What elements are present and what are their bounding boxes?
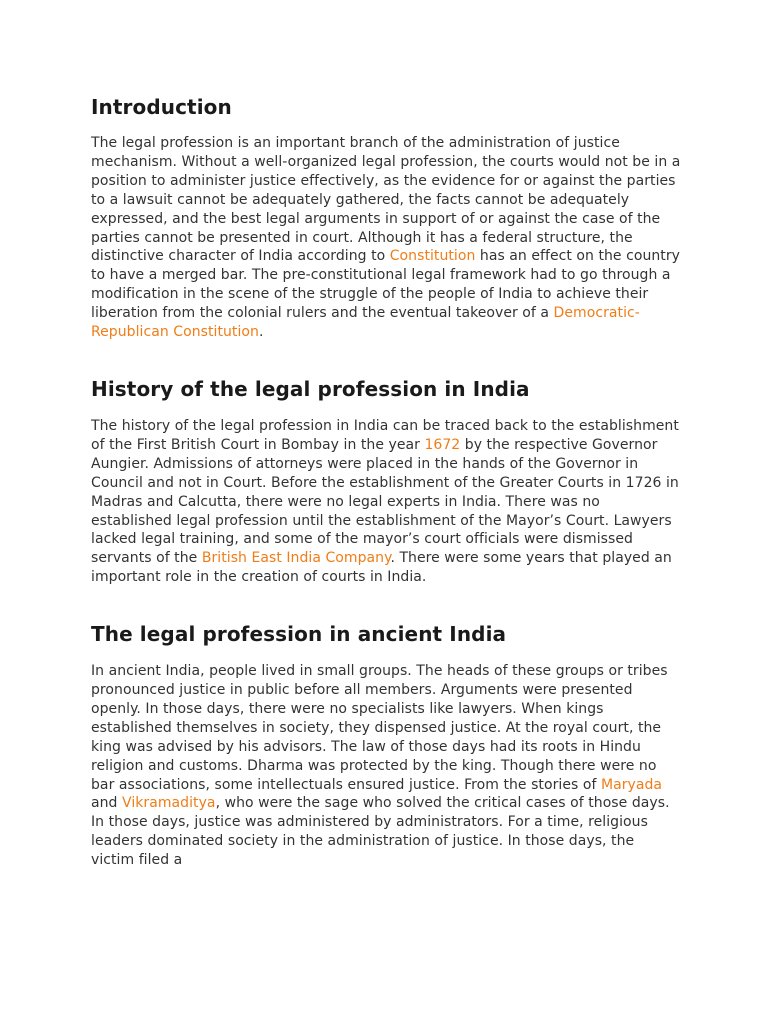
link-british-east-india-company[interactable]: British East India Company xyxy=(201,550,391,567)
section-title-ancient-india: The legal profession in ancient India xyxy=(91,622,507,647)
link-1672[interactable]: 1672 xyxy=(424,436,461,453)
link-democratic-republican-constitution[interactable]: Democratic-Republican Constitution xyxy=(91,305,640,341)
paragraph-text: and xyxy=(91,795,122,812)
paragraph-text: . xyxy=(258,324,264,341)
paragraph-text: has an effect on the country to have a merged bar. The pre-constitutional legal framework had to go through a modification in the scene of the struggle of the people of India to achieve their liberation from the colonial rulers and the eventual takeover of a xyxy=(91,248,680,322)
section-body-ancient-india xyxy=(91,662,681,870)
section-title-history: History of the legal profession in India xyxy=(91,376,530,401)
paragraph-text: The legal profession is an important branch of the administration of justice mechanism. Without a well-organized legal profession, the courts would not be in a position to administer justice effectively, as the evidence for or against the parties to a lawsuit cannot be adequately gathered, the facts cannot be adequately expressed, and the best legal arguments in support of or against the case of the parties cannot be presented in court. Although it has a federal structure, the distinctive character of India according to xyxy=(91,135,681,265)
link-vikramaditya[interactable]: Vikramaditya xyxy=(122,795,216,812)
paragraph-text: In ancient India, people lived in small groups. The heads of these groups or tribes pronounced justice in public before all members. Arguments were presented openly. In those days, there were no specialists like lawyers. When kings established themselves in society, they dispensed justice. At the royal court, the king was advised by his advisors. The law of those days had its roots in Hindu religion and customs. Dharma was protected by the king. Though there were no bar associations, some intellectuals ensured justice. From the stories of xyxy=(91,663,668,793)
paragraph-text: by the respective Governor Aungier. Admissions of attorneys were placed in the hands of the Governor in Council and not in Court. Before the establishment of the Greater Courts in 1726 in Madras and Calcutta, there were no legal experts in India. There was no established legal profession until the establishment of the Mayor’s Court. Lawyers lacked legal training, and some of the mayor’s court officials were dismissed servants of the xyxy=(91,436,679,567)
section-title-introduction: Introduction xyxy=(91,95,232,119)
section-body-introduction xyxy=(91,134,681,342)
paragraph-text: . There were some years that played an important role in the creation of courts in India. xyxy=(91,550,672,586)
link-maryada[interactable]: Maryada xyxy=(600,776,663,793)
paragraph-text: , who were the sage who solved the critical cases of those days. In those days, justice was administered by administrators. For a time, religious leaders dominated society in the administration of justice. In those days, the victim filed a xyxy=(91,795,670,869)
link-constitution[interactable]: Constitution xyxy=(389,248,476,265)
paragraph-text: The history of the legal profession in India can be traced back to the establishment of the First British Court in Bombay in the year xyxy=(91,417,679,453)
section-body-history xyxy=(91,417,681,587)
article xyxy=(91,93,681,870)
